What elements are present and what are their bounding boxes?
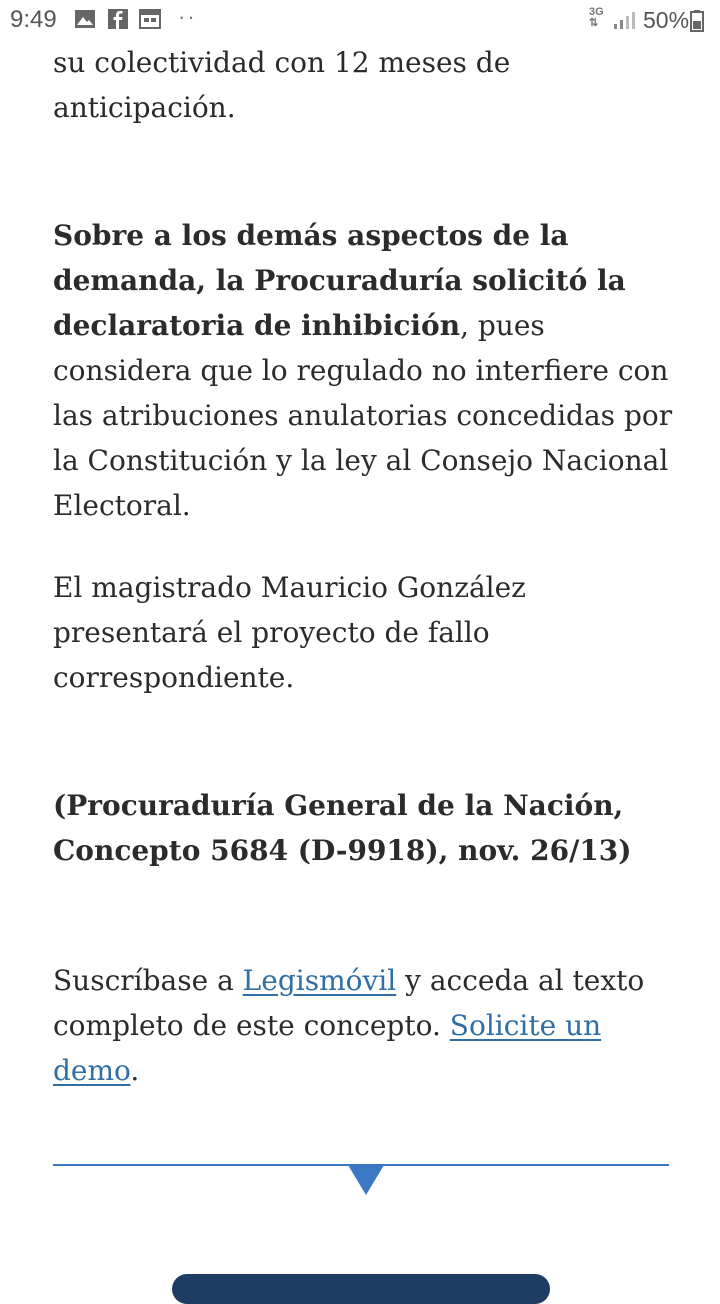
subscription-suffix: .: [130, 1054, 140, 1087]
legismovil-link[interactable]: Legismóvil: [242, 964, 397, 997]
source-citation-text: (Procuraduría General de la Nación, Concepto 5684 (D-9918), nov. 26/13): [53, 789, 632, 867]
status-time: 9:49: [10, 6, 57, 33]
calendar-icon: [139, 9, 161, 29]
subscription-prefix: Suscríbase a: [53, 964, 243, 997]
expand-arrow-icon[interactable]: [348, 1165, 384, 1195]
paragraph-magistrado-text: El magistrado Mauricio González presentará el proyecto de fallo correspondiente.: [53, 571, 526, 694]
bottom-action-button[interactable]: [172, 1274, 550, 1304]
status-bar: [0, 0, 720, 40]
paragraph-procuraduria-bold: Sobre a los demás aspectos de la demanda, la Procuraduría solicitó la declaratoria de inhibición: [53, 219, 626, 342]
subscription-paragraph: [53, 958, 673, 1093]
paragraph-procuraduria: [53, 213, 673, 528]
subscription-middle: y acceda al texto completo de este concepto.: [53, 964, 645, 1042]
paragraph-intro: [53, 40, 673, 130]
more-notifications-icon: ··: [178, 4, 197, 29]
battery-icon: [690, 10, 704, 32]
network-type: 3G ⇅: [589, 6, 604, 29]
request-demo-link[interactable]: Solicite un demo: [53, 1009, 602, 1087]
paragraph-procuraduria-rest: , pues considera que lo regulado no interfiere con las atribuciones anulatorias concedidas por la Constitución y la ley al Consejo Nacional Electoral.: [53, 309, 673, 522]
signal-icon: [612, 10, 636, 30]
paragraph-intro-text: su colectividad con 12 meses de anticipación.: [53, 46, 511, 124]
facebook-icon: [108, 9, 128, 29]
gallery-icon: [74, 9, 96, 29]
paragraph-magistrado: [53, 565, 673, 700]
battery-percent: 50%: [643, 7, 690, 33]
source-citation: [53, 783, 673, 873]
